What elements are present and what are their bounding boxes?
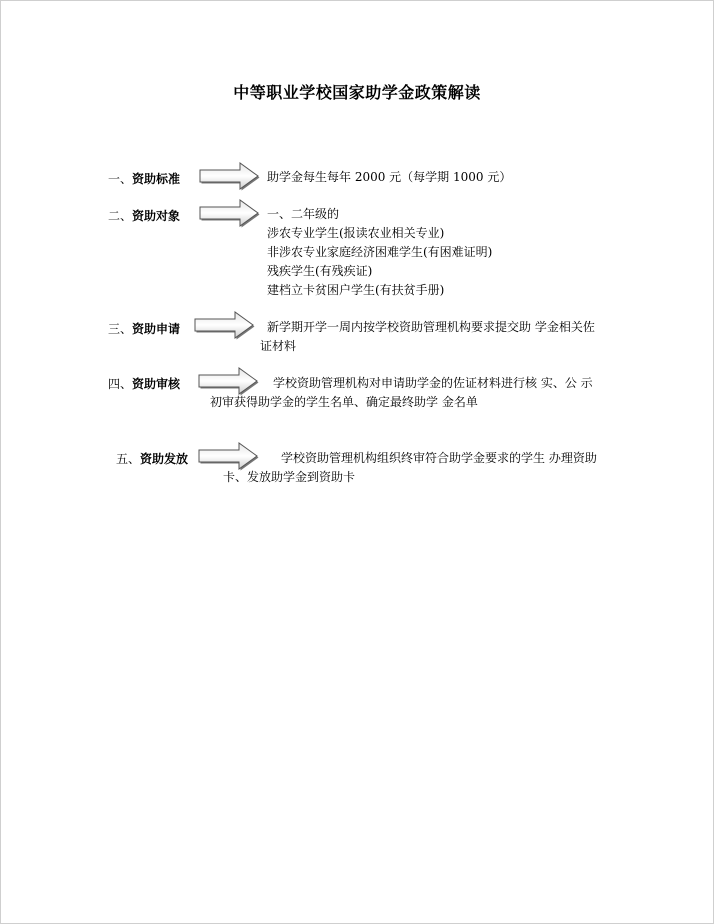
section-5-number: 五、 bbox=[116, 452, 141, 466]
section-2-line-3: 非涉农专业家庭经济困难学生(有困难证明) bbox=[267, 245, 493, 259]
section-2-content bbox=[267, 205, 492, 300]
section-5-line-2: 卡、发放助学金到资助卡 bbox=[223, 470, 356, 484]
section-4-content bbox=[210, 374, 593, 412]
section-5-line-1: 学校资助管理机构组织终审符合助学金要求的学生 办理资助 bbox=[281, 451, 597, 465]
section-3-label bbox=[108, 320, 180, 337]
section-3-number: 三、 bbox=[108, 322, 133, 336]
section-1-title: 资助标准 bbox=[132, 172, 181, 186]
arrow-right-icon bbox=[198, 198, 260, 228]
section-1-label bbox=[108, 170, 180, 187]
section-2-line-5: 建档立卡贫困户学生(有扶贫手册) bbox=[267, 283, 445, 297]
section-4-line-1: 学校资助管理机构对申请助学金的佐证材料进行核 实、公 示 bbox=[273, 376, 593, 390]
section-2-title: 资助对象 bbox=[132, 209, 181, 223]
section-1-content bbox=[267, 168, 511, 187]
section-1-number: 一、 bbox=[108, 172, 133, 186]
section-4-number: 四、 bbox=[108, 377, 133, 391]
section-4-title: 资助审核 bbox=[132, 377, 181, 391]
section-4-label bbox=[108, 375, 180, 392]
section-2-line-4: 残疾学生(有残疾证) bbox=[267, 264, 373, 278]
arrow-right-icon bbox=[198, 161, 260, 191]
section-3-content bbox=[260, 318, 595, 356]
section-1-line-1: 助学金每生每年 2000 元（每学期 1000 元） bbox=[267, 170, 512, 184]
section-2-label bbox=[108, 207, 180, 224]
section-3-line-2: 证材料 bbox=[260, 339, 297, 353]
page-title: 中等职业学校国家助学金政策解读 bbox=[233, 83, 481, 102]
section-5-content bbox=[223, 449, 597, 487]
section-4-line-2: 初审获得助学金的学生名单、确定最终助学 金名单 bbox=[210, 395, 478, 409]
section-5-title: 资助发放 bbox=[140, 452, 189, 466]
section-3-line-1: 新学期开学一周内按学校资助管理机构要求提交助 学金相关佐 bbox=[267, 320, 595, 334]
section-3-title: 资助申请 bbox=[132, 322, 181, 336]
section-2-line-2: 涉农专业学生(报读农业相关专业) bbox=[267, 226, 445, 240]
arrow-right-icon bbox=[193, 310, 255, 340]
section-5-label bbox=[116, 450, 188, 467]
section-2-number: 二、 bbox=[108, 209, 133, 223]
section-2-line-1: 一、二年级的 bbox=[267, 207, 340, 221]
